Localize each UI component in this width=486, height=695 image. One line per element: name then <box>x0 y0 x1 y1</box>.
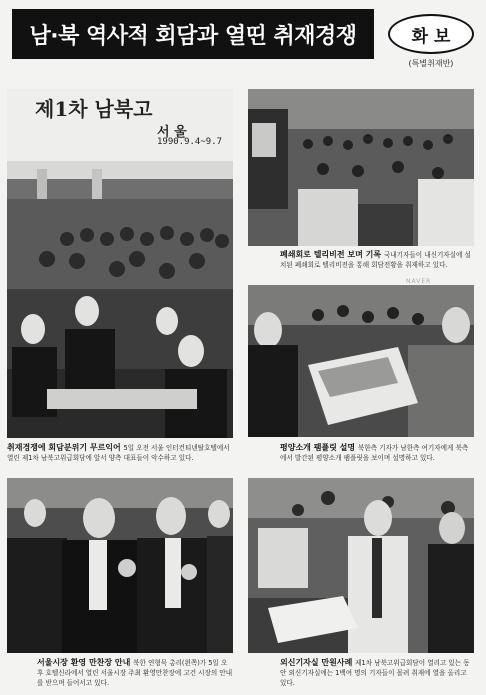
conference-sign-line3: 1990.9.4~9.7 <box>157 137 223 147</box>
conference-sign-line2: 서 울 <box>157 125 187 140</box>
photo-dinner-reception <box>7 478 233 653</box>
caption-body: 제1차 남북고위급회담이 열리고 있는 동안 외신기자실에는 1백여 명의 기자들이 몰려 취재에 열을 올리고 있다. <box>280 659 470 687</box>
photo-cctv-press-room <box>248 89 474 246</box>
photo-pamphlet <box>248 285 474 437</box>
caption-body: 국내기자들이 내신기자실에 설치된 폐쇄회로 텔리비전을 통해 회담전황을 취재하고 있다. <box>280 251 471 269</box>
caption-body: 북한 연형묵 총리(왼쪽)가 5일 오후 호텔신라에서 열린 서울시장 주최 환영만찬장에 고건 시장의 안내를 받으며 들어서고 있다. <box>37 659 233 687</box>
caption-foreign-press <box>280 658 474 692</box>
special-report-label: (특별취재반) <box>408 59 454 68</box>
caption-body: 5일 오전 서울 인터컨티넨탈호텔에서 열린 제1차 남북고위급회담에 앞서 양측 대표들이 악수하고 있다. <box>7 444 230 462</box>
photo-handshake <box>7 89 233 438</box>
caption-body: 북한측 기자가 남한측 여기자에게 북측에서 발간된 평양소개 팸플릿을 보이며 설명하고 있다. <box>280 444 469 462</box>
photo-foreign-press-room <box>248 478 474 653</box>
headline: 남·북 역사적 회담과 열띤 취재경쟁 <box>12 9 374 59</box>
naver-watermark: NAVER <box>406 278 432 285</box>
conference-sign-line1: 제1차 남북고 <box>35 97 153 121</box>
caption-title: 평양소개 팸플릿 설명 <box>280 443 358 452</box>
photo-feature-badge: 화 보 <box>388 14 474 54</box>
caption-title: 서울시장 환영 만찬장 안내 <box>37 658 134 667</box>
caption-cctv <box>280 250 474 276</box>
caption-title: 취재경쟁에 회담분위기 무르익어 <box>7 443 124 452</box>
caption-title: 외신기자실 만원사례 <box>280 658 356 667</box>
caption-title: 폐쇄회로 텔리비전 보며 기록 <box>280 250 384 259</box>
caption-handshake <box>7 443 233 473</box>
caption-dinner <box>37 658 233 692</box>
caption-pamphlet <box>280 443 474 471</box>
